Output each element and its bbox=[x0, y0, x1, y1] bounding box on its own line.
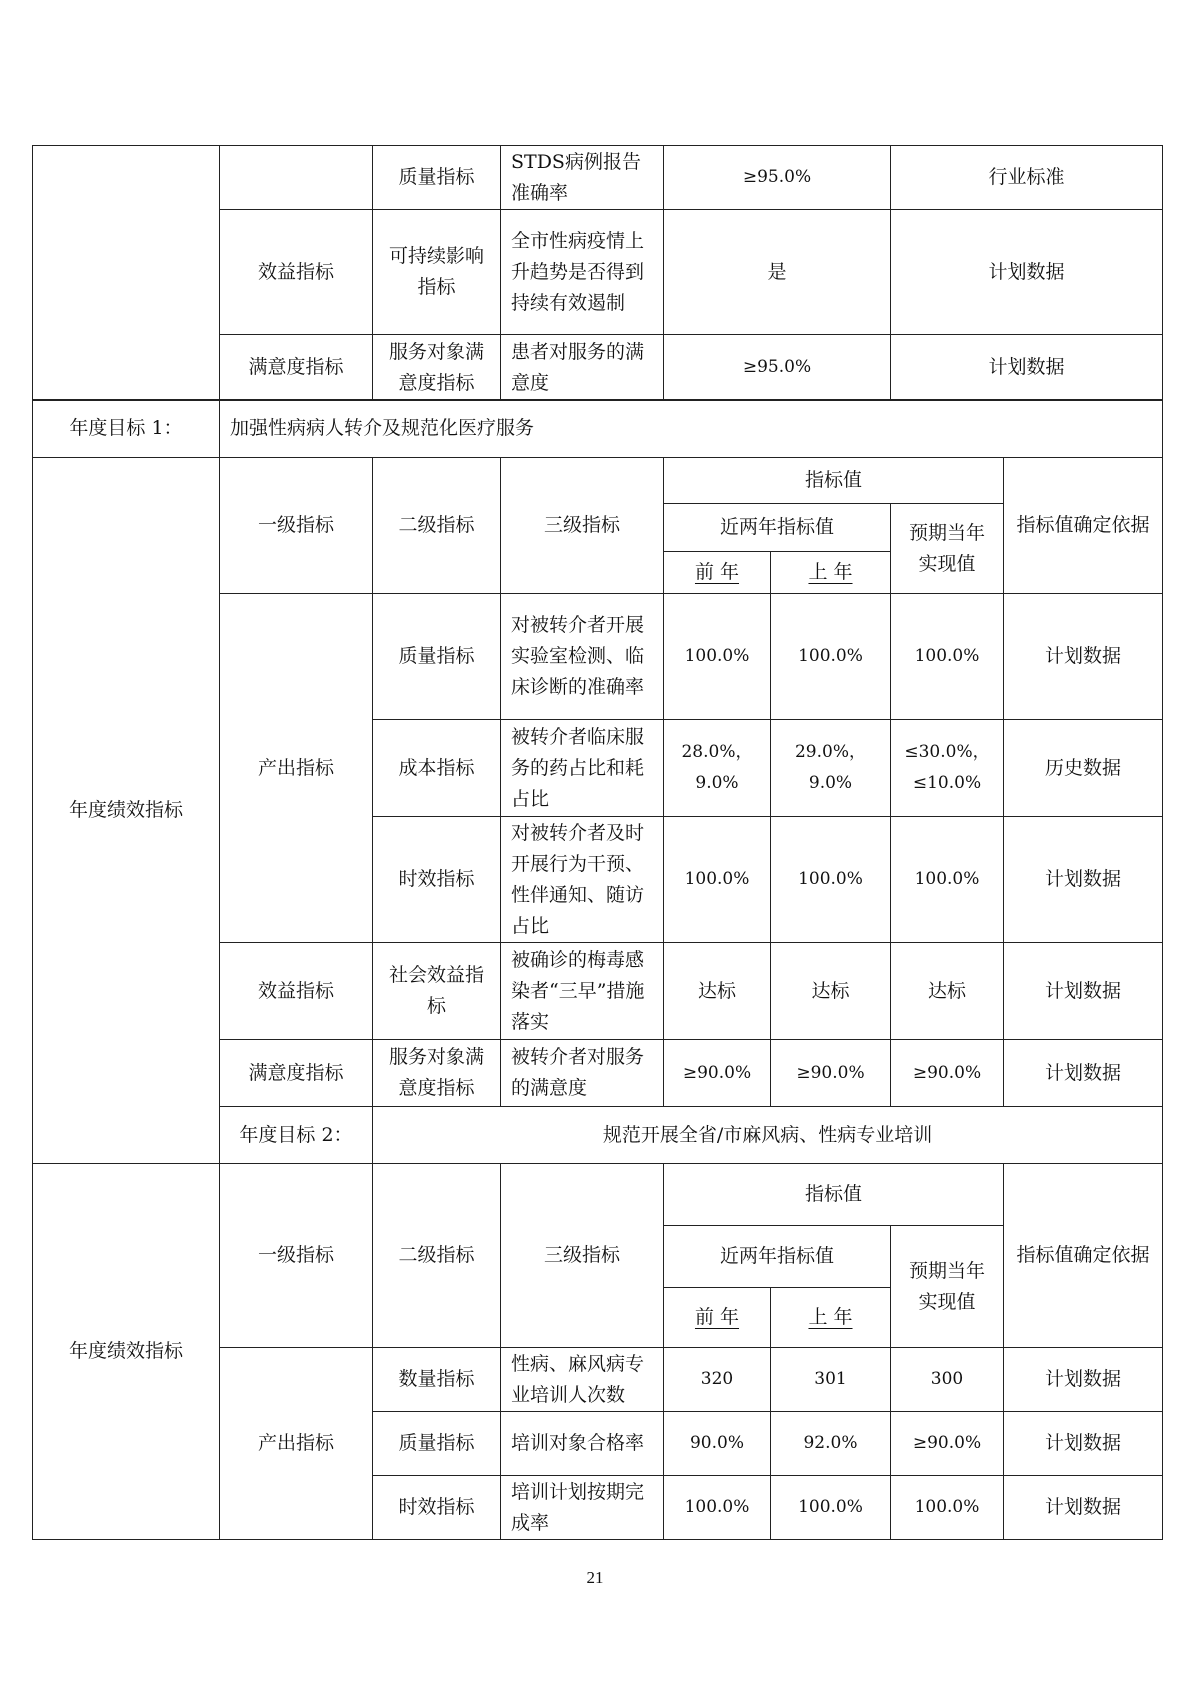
last-cell: ≥90.0% bbox=[771, 1040, 891, 1107]
prev-cell: 320 bbox=[664, 1348, 771, 1412]
expected-cell: ≤30.0%，≤10.0% bbox=[891, 720, 1004, 817]
basis-cell: 计划数据 bbox=[1004, 1040, 1163, 1107]
level2-cell: 社会效益指标 bbox=[373, 943, 501, 1040]
header-last-year-text: 上 年 bbox=[808, 1306, 853, 1328]
prev-cell: 100.0% bbox=[664, 594, 771, 720]
header-level3: 三级指标 bbox=[501, 458, 664, 594]
header-level3: 三级指标 bbox=[501, 1164, 664, 1348]
level2-cell: 成本指标 bbox=[373, 720, 501, 817]
level3-cell: 患者对服务的满意度 bbox=[501, 335, 664, 401]
level2-cell: 数量指标 bbox=[373, 1348, 501, 1412]
basis-cell: 计划数据 bbox=[1004, 594, 1163, 720]
level3-cell: 培训对象合格率 bbox=[501, 1412, 664, 1476]
header-basis: 指标值确定依据 bbox=[1004, 1164, 1163, 1348]
basis-cell: 历史数据 bbox=[1004, 720, 1163, 817]
header-level2: 二级指标 bbox=[373, 458, 501, 594]
header-recent-two: 近两年指标值 bbox=[664, 1226, 891, 1288]
section-label-cell bbox=[33, 146, 220, 401]
level2-cell: 质量指标 bbox=[373, 146, 501, 210]
last-cell: 29.0%，9.0% bbox=[771, 720, 891, 817]
basis-cell: 行业标准 bbox=[891, 146, 1163, 210]
value-cell: 是 bbox=[664, 210, 891, 335]
header-expected: 预期当年实现值 bbox=[891, 1226, 1004, 1348]
section-label: 年度绩效指标 bbox=[33, 458, 220, 1164]
goal1-label: 年度目标 1： bbox=[33, 400, 220, 458]
output-label: 产出指标 bbox=[220, 594, 373, 943]
benefit-label: 效益指标 bbox=[220, 943, 373, 1040]
basis-cell: 计划数据 bbox=[891, 335, 1163, 401]
level3-cell: 对被转介者及时开展行为干预、性伴通知、随访占比 bbox=[501, 817, 664, 943]
header-level2: 二级指标 bbox=[373, 1164, 501, 1348]
prev-cell: 达标 bbox=[664, 943, 771, 1040]
header-last-year bbox=[771, 1288, 891, 1348]
level1-cell: 效益指标 bbox=[220, 210, 373, 335]
level3-cell: STDS病例报告准确率 bbox=[501, 146, 664, 210]
level2-cell: 服务对象满意度指标 bbox=[373, 1040, 501, 1107]
level1-cell: 满意度指标 bbox=[220, 1040, 373, 1107]
last-cell: 100.0% bbox=[771, 594, 891, 720]
level3-cell: 被转介者临床服务的药占比和耗占比 bbox=[501, 720, 664, 817]
level3-cell: 被转介者对服务的满意度 bbox=[501, 1040, 664, 1107]
section-label: 年度绩效指标 bbox=[33, 1164, 220, 1540]
header-prev-year-text: 前 年 bbox=[694, 561, 740, 583]
expected-cell: ≥90.0% bbox=[891, 1040, 1004, 1107]
expected-cell: 达标 bbox=[891, 943, 1004, 1040]
header-prev-year bbox=[664, 1288, 771, 1348]
header-row bbox=[33, 1164, 1163, 1226]
level3-cell: 性病、麻风病专业培训人次数 bbox=[501, 1348, 664, 1412]
value-cell: ≥95.0% bbox=[664, 335, 891, 401]
level1-cell bbox=[220, 146, 373, 210]
table-row bbox=[33, 146, 1163, 210]
expected-cell: 300 bbox=[891, 1348, 1004, 1412]
level3-cell: 培训计划按期完成率 bbox=[501, 1476, 664, 1540]
level2-cell: 时效指标 bbox=[373, 817, 501, 943]
prev-cell: 28.0%，9.0% bbox=[664, 720, 771, 817]
header-basis: 指标值确定依据 bbox=[1004, 458, 1163, 594]
prev-cell: 100.0% bbox=[664, 817, 771, 943]
last-cell: 100.0% bbox=[771, 1476, 891, 1540]
level1-cell: 满意度指标 bbox=[220, 335, 373, 401]
header-level1: 一级指标 bbox=[220, 458, 373, 594]
header-prev-year-text: 前 年 bbox=[694, 1306, 740, 1328]
level3-cell: 对被转介者开展实验室检测、临床诊断的准确率 bbox=[501, 594, 664, 720]
last-cell: 100.0% bbox=[771, 817, 891, 943]
basis-cell: 计划数据 bbox=[891, 210, 1163, 335]
last-cell: 92.0% bbox=[771, 1412, 891, 1476]
level3-cell: 被确诊的梅毒感染者“三早”措施落实 bbox=[501, 943, 664, 1040]
prev-cell: 90.0% bbox=[664, 1412, 771, 1476]
expected-cell: 100.0% bbox=[891, 1476, 1004, 1540]
header-level1: 一级指标 bbox=[220, 1164, 373, 1348]
prev-cell: ≥90.0% bbox=[664, 1040, 771, 1107]
header-indicator-value: 指标值 bbox=[664, 458, 1004, 504]
header-last-year-text: 上 年 bbox=[808, 561, 853, 583]
output-label: 产出指标 bbox=[220, 1348, 373, 1540]
last-cell: 301 bbox=[771, 1348, 891, 1412]
header-row bbox=[33, 458, 1163, 504]
goal1-indicator-table bbox=[32, 399, 1163, 1540]
level2-cell: 质量指标 bbox=[373, 1412, 501, 1476]
expected-cell: 100.0% bbox=[891, 594, 1004, 720]
expected-cell: 100.0% bbox=[891, 817, 1004, 943]
basis-cell: 计划数据 bbox=[1004, 943, 1163, 1040]
basis-cell: 计划数据 bbox=[1004, 1348, 1163, 1412]
goal2-label: 年度目标 2： bbox=[220, 1107, 373, 1164]
header-indicator-value: 指标值 bbox=[664, 1164, 1004, 1226]
header-recent-two: 近两年指标值 bbox=[664, 504, 891, 552]
header-last-year bbox=[771, 552, 891, 594]
expected-cell: ≥90.0% bbox=[891, 1412, 1004, 1476]
continued-indicator-table bbox=[32, 145, 1163, 401]
level2-cell: 服务对象满意度指标 bbox=[373, 335, 501, 401]
goal1-text: 加强性病病人转介及规范化医疗服务 bbox=[220, 400, 1163, 458]
basis-cell: 计划数据 bbox=[1004, 1476, 1163, 1540]
level2-cell: 可持续影响指标 bbox=[373, 210, 501, 335]
basis-cell: 计划数据 bbox=[1004, 817, 1163, 943]
header-prev-year bbox=[664, 552, 771, 594]
level2-cell: 质量指标 bbox=[373, 594, 501, 720]
goal2-text: 规范开展全省/市麻风病、性病专业培训 bbox=[373, 1107, 1163, 1164]
level3-cell: 全市性病疫情上升趋势是否得到持续有效遏制 bbox=[501, 210, 664, 335]
goal1-row bbox=[33, 400, 1163, 458]
prev-cell: 100.0% bbox=[664, 1476, 771, 1540]
last-cell: 达标 bbox=[771, 943, 891, 1040]
value-cell: ≥95.0% bbox=[664, 146, 891, 210]
header-expected: 预期当年实现值 bbox=[891, 504, 1004, 594]
page-number: 21 bbox=[586, 1568, 604, 1587]
level2-cell: 时效指标 bbox=[373, 1476, 501, 1540]
basis-cell: 计划数据 bbox=[1004, 1412, 1163, 1476]
